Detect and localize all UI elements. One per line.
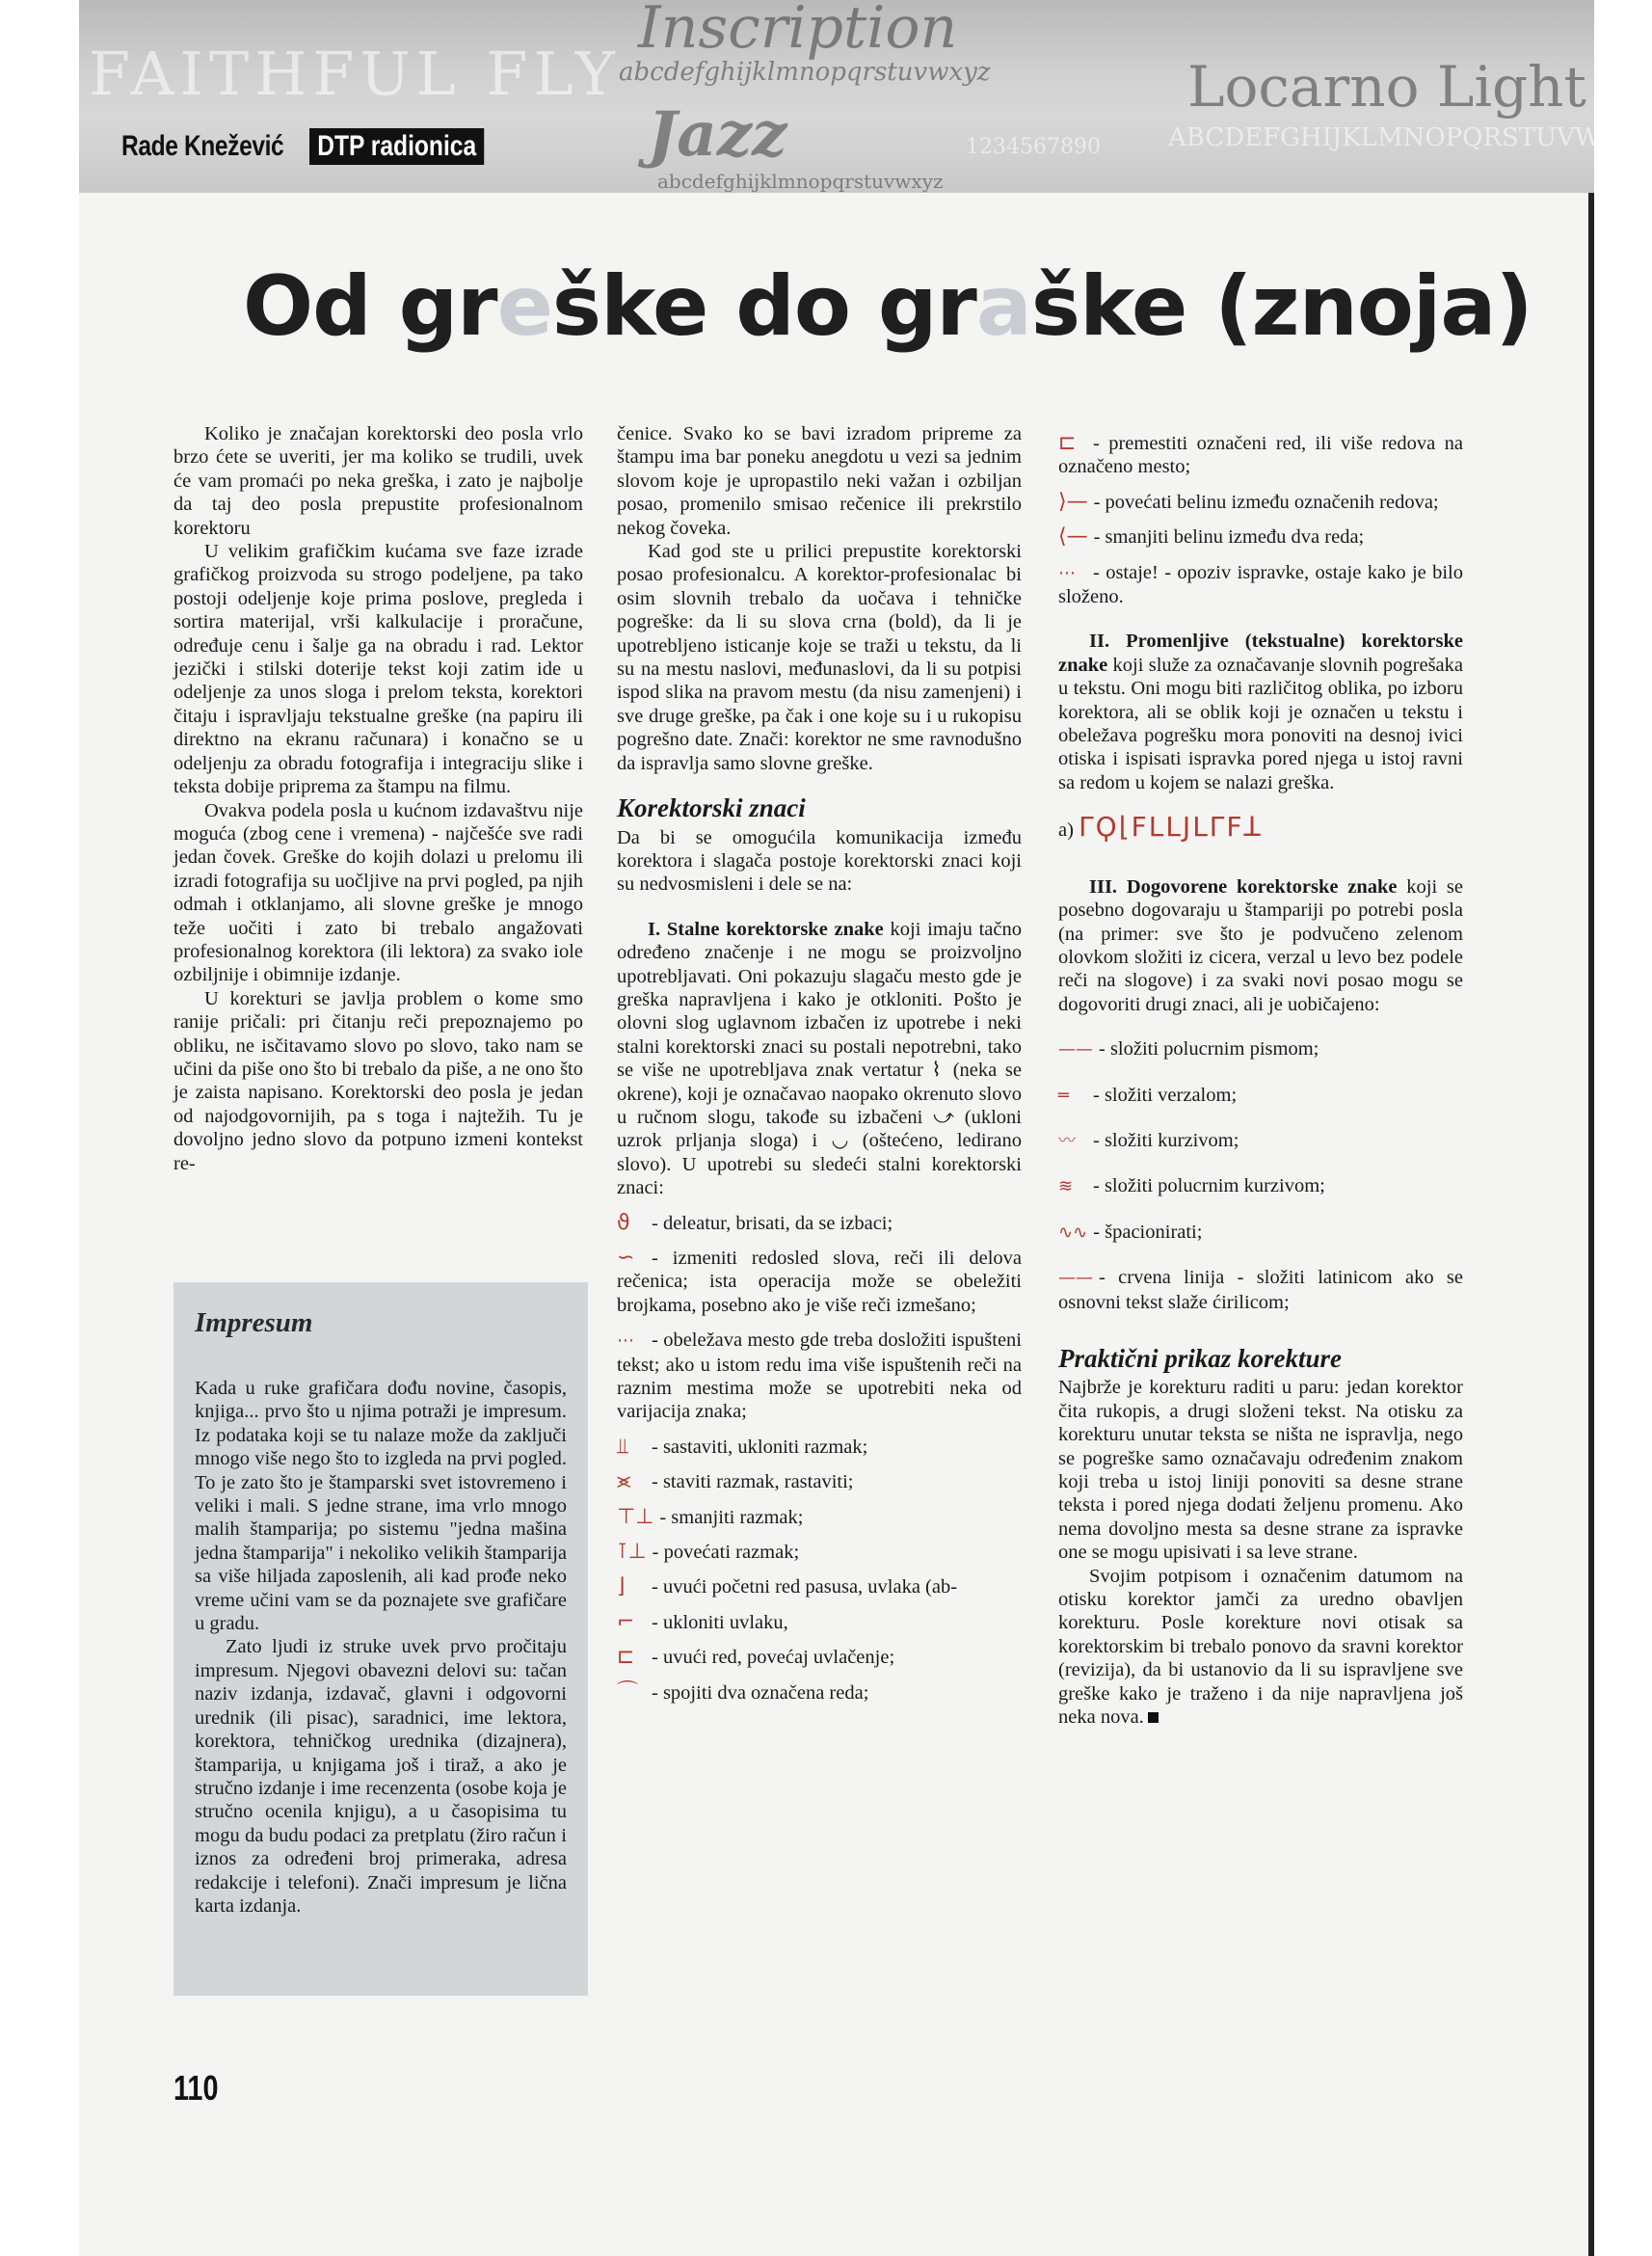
remove-indent-mark-icon: ⌐ — [617, 1609, 635, 1634]
mark-item: ⟨— - smanjiti belinu između dva reda; — [1058, 524, 1365, 550]
red-line-icon: —— — [1058, 1268, 1093, 1289]
stet-mark-icon: ⋯ — [1058, 562, 1076, 583]
mark-item: ≋ - složiti polucrnim kurzivom; — [1058, 1174, 1463, 1198]
mark-item: 〰 - složiti kurzivom; — [1058, 1129, 1463, 1153]
dogovorene-lead: III. Dogovorene korektorske znake — [1089, 875, 1398, 898]
less-leading-mark-icon: ⟨— — [1058, 524, 1088, 550]
mark-item: ⊏ - uvući red, povećaj uvlačenje; — [617, 1645, 895, 1670]
transpose-mark-icon: ∽ — [617, 1246, 635, 1270]
increase-indent-mark-icon: ⊏ — [617, 1645, 635, 1670]
indent-mark-icon: ⌋ — [617, 1574, 626, 1599]
page-edge — [1588, 0, 1594, 2256]
mark-item: ⊤⊥ - smanjiti razmak; — [617, 1504, 804, 1529]
join-lines-mark-icon: ⌒ — [617, 1679, 639, 1705]
mark-item: ⋯ - obeležava mesto gde treba dosložiti ispušteni tekst; ako u istom redu ima više ispuštenih reči na raznim mestima može se upotrebiti neka od varijacija znaka; — [617, 1329, 1022, 1423]
banner-sample-1: FAITHFUL FLY — [89, 39, 621, 109]
mark-item: ϑ - deleatur, brisati, da se izbaci; — [617, 1210, 893, 1235]
banner-sample-2: Inscription — [638, 0, 958, 62]
subheading-korektorski-znaci: Korektorski znaci — [617, 793, 806, 823]
banner-sample-6: 1234567890 — [966, 135, 1101, 159]
mark-item: ⌐ - ukloniti uvlaku, — [617, 1609, 788, 1634]
mark-item: ⌋ - uvući početni red pasusa, uvlaka (ab- — [617, 1574, 958, 1599]
title-part-1: Od gr — [243, 258, 497, 355]
column-3 — [1058, 432, 1463, 1729]
add-space-mark-icon: ⪤ — [617, 1469, 631, 1494]
paragraph: U velikim grafičkim kućama sve faze izrade grafičkog proizvoda su strogo podeljene, pa tako postoji odeljenje koje prima poslove, pregleda i sortira materijal, vrši kalkulacije i proračune, određuje cenu i šalje ga na obradu i rad. Lektor jezički i stilski doterije tekst koji zatim ide u odeljenje za unos sloga i prelom teksta, korektori čitaju i ispravljaju tekstualne greške (na papiru ili direktno na ekranu računara) i konačno se u odeljenju za obradu fotografija i integraciju slike i teksta dobije priprema za štampu na filmu. — [173, 541, 583, 798]
title-faded-e: e — [496, 258, 552, 355]
reduce-space-mark-icon: ⊤⊥ — [617, 1504, 654, 1529]
title-part-3: ške (znoja) — [1030, 258, 1532, 355]
increase-space-mark-icon: ⊺⊥ — [617, 1540, 647, 1565]
mark-item: ⟩— - povećati belinu između označenih redova; — [1058, 489, 1439, 514]
bold-underline-icon: —— — [1058, 1039, 1093, 1061]
impresum-body — [195, 1377, 567, 1918]
letterspace-underline-icon: ∿∿ — [1058, 1222, 1088, 1243]
column-2 — [617, 422, 1022, 1705]
mark-item: —— - složiti polucrnim pismom; — [1058, 1037, 1463, 1061]
mark-item: ∽ - izmeniti redosled slova, reči ili delova rečenica; ista operacija može se obeležiti brojkama, posebno ako je više reči izmešano; — [617, 1246, 1022, 1316]
subheading-prakticni: Praktični prikaz korekture — [1058, 1343, 1343, 1373]
paragraph-promenljive: II. Promenljive (tekstualne) korektorske znake koji služe za označavanje slovnih pogrešaka u tekstu. Oni mogu biti različitog oblika, po izboru korektora, ali se oblik koji je označen u tekstu i obeležava pogrešku mora ponoviti na desnoj ivici otiska i ispisati ispravka pored njega u istoj ravni sa redom u kojem se nalazi greška. — [1058, 631, 1463, 793]
close-space-mark-icon: ⫫ — [617, 1434, 629, 1459]
mark-item: ⫫ - sastaviti, ukloniti razmak; — [617, 1434, 868, 1459]
deleatur-mark-icon: ϑ — [617, 1210, 630, 1235]
sample-marks-line: a) ΓϘ⌊FLLJLΓFꓕ — [1058, 811, 1263, 844]
mark-item: ═ - složiti verzalom; — [1058, 1084, 1463, 1108]
mark-item: —— - crvena linija - složiti latinicom ako se osnovni tekst slaže ćirilicom; — [1058, 1267, 1463, 1313]
italic-underline-icon: 〰 — [1058, 1130, 1076, 1151]
paragraph-stalni — [617, 918, 1022, 1200]
paragraph: Da bi se omogućila komunikacija između korektora i slagača postoje korektorski znaci koji su nedvosmisleni i dele se na: — [617, 826, 1022, 896]
paragraph-last: Svojim potpisom i označenim datumom na otisku korektor jamči za uredno obavljen korekturu. Posle korekture novi otisak sa korektorskim bi trebalo ponovo da sravni korektor (revizija), da bi ustanovio da li su ispravljene sve greške kako je traženo i da nije napravljena još neka nova. — [1058, 1565, 1463, 1729]
author-name: Rade Knežević — [121, 130, 284, 162]
paragraph: Koliko je značajan korektorski deo posla vrlo brzo ćete se uveriti, jer ma koliko se trudili, uvek će vam promaći po neka greška, i zato je najbolje da taj deo posla prepustite profesionalnom korektoru — [173, 423, 583, 539]
section-tag: DTP radionica — [309, 128, 484, 165]
impresum-box — [173, 1282, 588, 1996]
article-title — [243, 258, 1532, 355]
promenljive-lead: II. Promenljive (tekstualne) korektorske znake — [1058, 631, 1463, 676]
banner-sample-7: Locarno Light — [1187, 54, 1586, 120]
byline — [121, 128, 522, 165]
bold-italic-underline-icon: ≋ — [1058, 1176, 1074, 1197]
page-number: 110 — [173, 2068, 219, 2108]
paragraph: čenice. Svako ko se bavi izradom pripreme za štampu ima bar poneku anegdotu u vezi sa jednim slovom koje je upropastilo neki važan i ozbiljan posao, promenilo smisao rečenice ili prekrstilo nekog čoveka. — [617, 423, 1022, 539]
banner-sample-3: abcdefghijklmnopqrstuvwxyz — [619, 58, 991, 87]
caps-underline-icon: ═ — [1058, 1085, 1069, 1106]
mark-item: ⋯ - ostaje! - opoziv ispravke, ostaje kako je bilo složeno. — [1058, 561, 1463, 608]
paragraph: Kad god ste u prilici prepustite korektorski posao profesionalcu. A korektor-profesionalac bi osim slovnih trebalo da uočava i tehničke pogreške: da li su slova crna (bold), da li je upotrebljeno isticanje koje se traži u tekstu, da li su na mestu naslovi, međunaslovi, da li su potpisi ispod slika na pravom mestu (da nisu zamenjeni) i sve druge greške, pa čak i one koje su i u rukopisu pogrešno date. Znači: korektor ne sme ravnodušno da ispravlja samo slovne greške. — [617, 541, 1022, 774]
insert-mark-icon: ⋯ — [617, 1330, 634, 1352]
paragraph: Zato ljudi iz struke uvek prvo pročitaju impresum. Njegovi obavezni delovi su: tačan naziv izdanja, izdavač, glavni i odgovorni urednik (ili pisac), saradnici, ime lektora, korektora, tehničkog urednika (dizajnera), štamparija, u knjigama još i tiraž, a ako je stručno izdanje i ime recenzenta (osobe koja je stručno ocenila knjigu), a u časopisima tu mogu da budu podaci za pretplatu (žiro račun i iznos za određeni broj primeraka, adresa redakcije i telefoni). Znači impresum je lična karta izdanja. — [195, 1636, 567, 1917]
stalni-lead: I. Stalne korektorske znake — [648, 918, 884, 940]
paragraph-dogovorene: III. Dogovorene korektorske znake koji se posebno dogovaraju u štampariji po potrebi posla (na primer: sve što je podvučeno zelenom olovkom složiti iz cicera, verzal u levo bez podele reči na slogove) i za svaki novi posao mogu se dogovoriti drugi znaci, ali je uobičajeno: — [1058, 875, 1464, 1015]
stalni-text: koji imaju tačno određeno značenje i ne mogu se proizvoljno upotrebljavati. Oni pokazuju slagaču mesto gde je greška napravljena i kako je otkloniti. Pošto je olovni slog uglavnom izbačen iz upotrebe i neki stalni korektorski znaci su postali nepotrebni, tako se više ne upotrebljava znak vertatur ⌇ (neka se okrene), koji je označavao naopako okrenuto slovo u ručnom slogu, takođe su izbačeni ⤻ (ukloni uzrok prljanja sloga) i ◡ (oštećeno, ledirano slovo). U upotrebi su sledeći stalni korektorski znaci: — [617, 918, 1022, 1199]
title-faded-a: a — [975, 258, 1031, 355]
impresum-title: Impresum — [195, 1307, 313, 1338]
mark-item: ⌒ - spojiti dva označena reda; — [617, 1679, 869, 1705]
paragraph: Ovakva podela posla u kućnom izdavaštvu nije moguća (zbog cene i vremena) - najčešće sve radi jedan čovek. Greške do kojih dolazi u prelomu ili izradi fotografija su uočljive na prvi pogled, pa njih odmah i otklanjamo, ali slovne greške je mnogo teže uočiti i zato bi trebalo angažovati profesionalnog korektora (ili lektora) za svako iole ozbiljnije i obimnije izdanje. — [173, 799, 583, 986]
paragraph: Kada u ruke grafičara dođu novine, časopis, knjiga... prvo što u njima potraži je impresum. Iz podataka koji se tu nalaze može da zaključi mnogo više nego što to izgleda na prvi pogled. To je zato što je štamparski svet istovremeno i veliki i mali. S jedne strane, ima vrlo mnogo malih štamparija; po sistemu "jedna mašina jedna štamparija" i nekoliko velikih štamparija sa više hiljada zaposlenih, ali kad prođe neko vreme učini vam se da poznajete sve grafičare u gradu. — [195, 1378, 567, 1635]
end-of-article-icon — [1148, 1712, 1159, 1723]
banner-sample-4: Jazz — [648, 98, 787, 171]
banner-sample-5: abcdefghijklmnopqrstuvwxyz — [657, 170, 944, 193]
mark-item: ⊺⊥ - povećati razmak; — [617, 1540, 800, 1565]
mark-item: ⪤ - staviti razmak, rastaviti; — [617, 1469, 854, 1494]
paragraph: Najbrže je korekturu raditi u paru: jedan korektor čita rukopis, a drugi složeni tekst. Na otisku za korekturu unutar teksta se ništa ne ispravlja, nego se pogreške samo označavaju određenim znakom koji treba u istoj liniji ponoviti sa desne strane teksta i pored njega dodati željenu promenu. Ako nema dovoljno mesta sa desne strane za ispravke one se mogu upisivati i sa leve strane. — [1058, 1377, 1463, 1564]
title-part-2: ške do gr — [551, 258, 976, 355]
more-leading-mark-icon: ⟩— — [1058, 489, 1088, 514]
banner-sample-8: ABCDEFGHIJKLMNOPQRSTUVWXYZ — [1168, 123, 1652, 152]
sample-marks-icon: ΓϘ⌊FLLJLΓFꓕ — [1079, 811, 1263, 844]
paragraph: U korekturi se javlja problem o kome smo ranije pričali: pri čitanju reči prepoznajemo po obliku, ne isčitavamo slovo po slovo, tako nam se učini da piše ono što bi trebalo da piše, a ne ono što je zaista napisano. Korektorski deo posla je jedan od najodgovornijih, pa s toga i najtežih. Tu je dovoljno jedno slovo da potpuno izmeni kontekst re- — [173, 987, 583, 1174]
mark-item: ∿∿ - špacionirati; — [1058, 1221, 1463, 1245]
column-1 — [173, 422, 583, 1175]
mark-item: ⊏ - premestiti označeni red, ili više redova na označeno mesto; — [1058, 431, 1463, 478]
move-line-mark-icon: ⊏ — [1058, 431, 1077, 455]
